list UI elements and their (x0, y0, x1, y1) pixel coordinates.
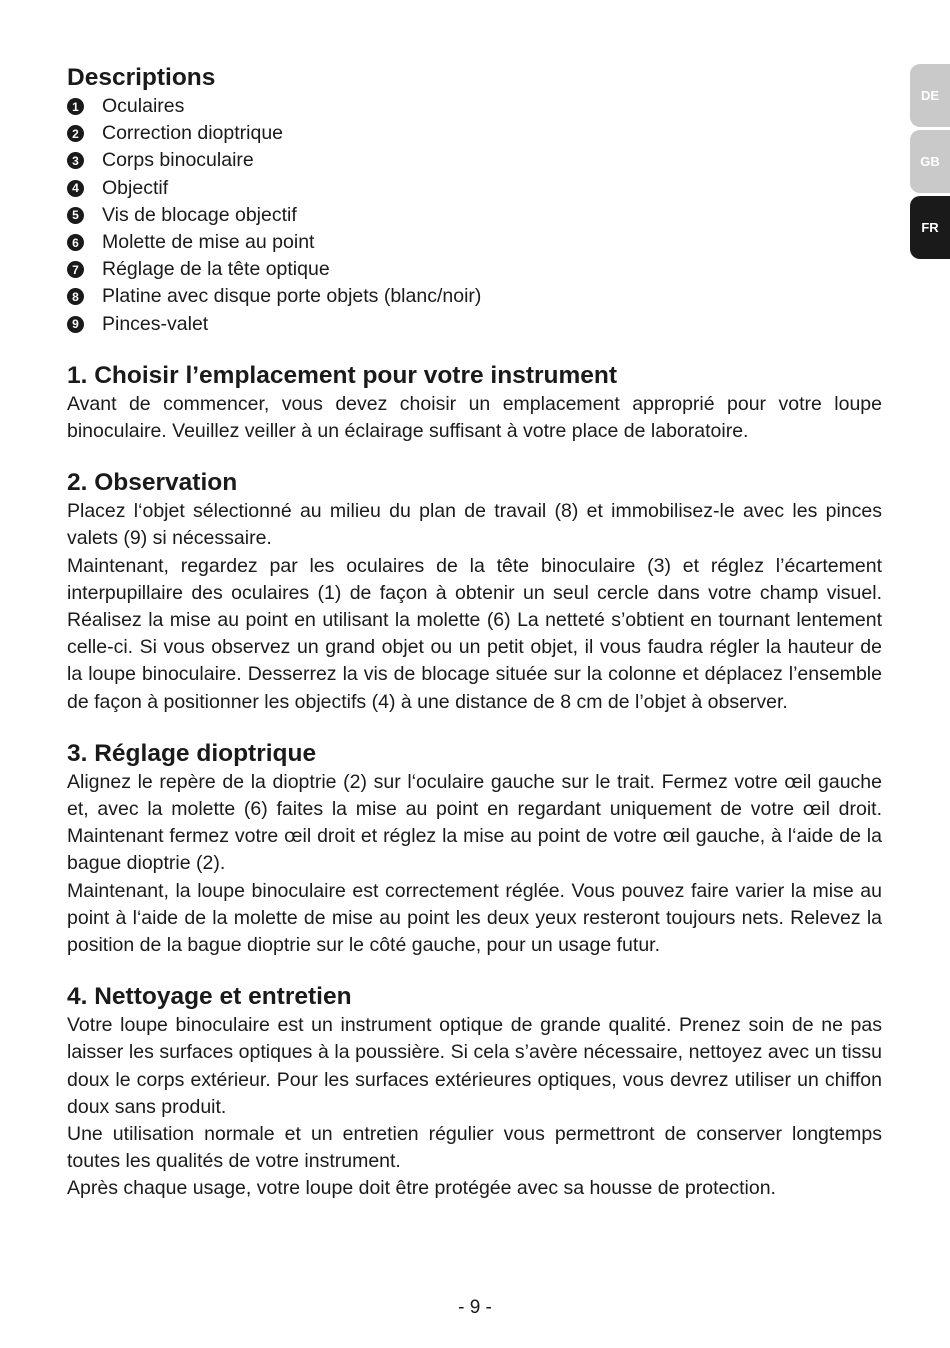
paragraph: Alignez le repère de la dioptrie (2) sur l‘oculaire gauche sur le trait. Fermez votre œil gauche et, avec la molette (6) faites la mise au point en regardant uniquement de votre œil droit. Maintenant fermez votre œil droit et réglez la mise au point de votre œil gauche, à l‘aide de la bague dioptrie (2). (67, 770, 882, 875)
number-badge: 8 (67, 288, 84, 305)
section-nettoyage (67, 981, 882, 1202)
list-item (67, 229, 882, 256)
list-item-label: Correction dioptrique (102, 122, 284, 145)
language-tabs (910, 64, 950, 262)
descriptions-list (67, 93, 882, 338)
paragraph: Une utilisation normale et un entretien régulier vous permettront de conserver longtemps toutes les qualités de votre instrument. (67, 1122, 882, 1173)
number-badge: 7 (67, 261, 84, 278)
list-item (67, 311, 882, 338)
number-badge: 6 (67, 234, 84, 251)
paragraph: Maintenant, regardez par les oculaires de la tête binoculaire (3) et réglez l’écartement interpupillaire des oculaires (1) de façon à obtenir un seul cercle dans votre champ visuel. Réalisez la mise au point en utilisant la molette (6) La netteté s’obtient en tournant lentement celle-ci. Si vous observez un grand objet ou un petit objet, il vous faudra régler la hauteur de la loupe binoculaire. Desserrez la vis de blocage située sur la colonne et déplacez l’ensemble de façon à positionner les objectifs (4) à une distance de 8 cm de l’objet à observer. (67, 554, 882, 713)
section-heading: 1. Choisir l’emplacement pour votre instrument (67, 361, 618, 389)
paragraph: Après chaque usage, votre loupe doit être protégée avec sa housse de protection. (67, 1177, 776, 1200)
list-item (67, 256, 882, 283)
list-item-label: Molette de mise au point (102, 231, 315, 254)
paragraph: Maintenant, la loupe binoculaire est correctement réglée. Vous pouvez faire varier la mise au point à l‘aide de la molette de mise au point les deux yeux resteront toujours nets. Relevez la position de la bague dioptrie sur le côté gauche, pour un usage futur. (67, 879, 882, 956)
document-body (67, 62, 882, 1203)
number-badge: 1 (67, 98, 84, 115)
number-badge: 4 (67, 180, 84, 197)
section-heading: 4. Nettoyage et entretien (67, 983, 352, 1011)
section-heading: 3. Réglage dioptrique (67, 739, 317, 767)
paragraph: Avant de commencer, vous devez choisir un emplacement approprié pour votre loupe binoculaire. Veuillez veiller à un éclairage suffisant à votre place de laboratoire. (67, 392, 882, 442)
list-item (67, 202, 882, 229)
tab-de[interactable]: DE (910, 64, 950, 127)
list-item-label: Platine avec disque porte objets (blanc/noir) (102, 285, 482, 308)
list-item (67, 175, 882, 202)
number-badge: 3 (67, 152, 84, 169)
paragraph: Votre loupe binoculaire est un instrument optique de grande qualité. Prenez soin de ne pas laisser les surfaces optiques à la poussière. Si cela s’avère nécessaire, nettoyez avec un tissu doux le corps extérieur. Pour les surfaces extérieures optiques, vous devrez utiliser un chiffon doux sans produit. (67, 1014, 882, 1118)
paragraph: Placez l‘objet sélectionné au milieu du plan de travail (8) et immobilisez-le avec les pinces valets (9) si nécessaire. (67, 500, 882, 550)
list-item (67, 283, 882, 310)
list-item-label: Vis de blocage objectif (102, 203, 297, 226)
section-reglage-dioptrique (67, 738, 882, 959)
number-badge: 9 (67, 316, 84, 333)
number-badge: 5 (67, 207, 84, 224)
number-badge: 2 (67, 125, 84, 142)
list-item-label: Oculaires (102, 95, 185, 118)
section-observation (67, 467, 882, 716)
tab-fr[interactable]: FR (910, 196, 950, 259)
list-item-label: Corps binoculaire (102, 149, 254, 172)
list-item (67, 120, 882, 147)
page-number: - 9 - (458, 1297, 492, 1318)
list-item (67, 147, 882, 174)
list-item (67, 93, 882, 120)
section-emplacement (67, 360, 882, 445)
list-item-label: Pinces-valet (102, 312, 209, 335)
descriptions-heading: Descriptions (67, 64, 216, 91)
list-item-label: Réglage de la tête optique (102, 258, 330, 281)
section-heading: 2. Observation (67, 469, 238, 497)
list-item-label: Objectif (102, 176, 169, 199)
tab-gb[interactable]: GB (910, 130, 950, 193)
